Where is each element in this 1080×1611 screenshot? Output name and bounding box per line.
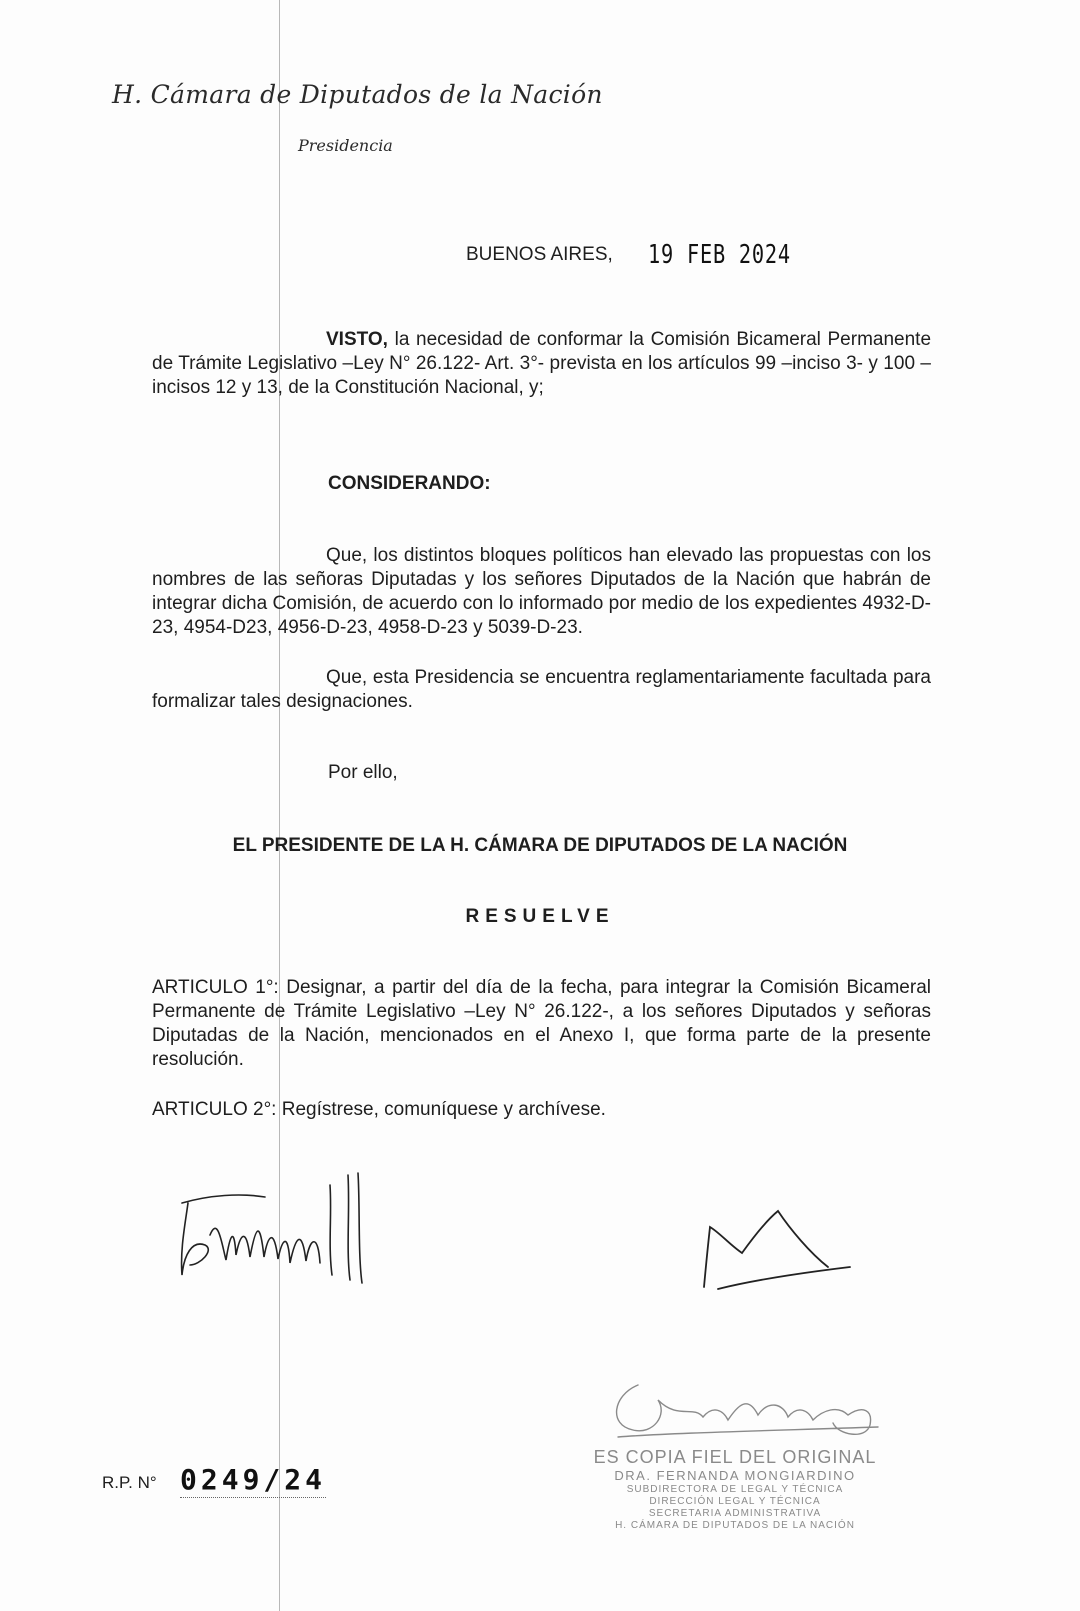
stamp-line-1: ES COPIA FIEL DEL ORIGINAL (593, 1447, 877, 1467)
authority-heading: EL PRESIDENTE DE LA H. CÁMARA DE DIPUTADOS DE LA NACIÓN (232, 835, 848, 856)
stamp-line-6: H. CÁMARA DE DIPUTADOS DE LA NACIÓN (615, 1520, 855, 1531)
visto-label: VISTO, (326, 329, 388, 350)
date-place: BUENOS AIRES, (466, 244, 613, 265)
considerando-heading: CONSIDERANDO: (328, 473, 491, 494)
registry-number: 0249/24 (180, 1463, 327, 1496)
resuelve-heading: RESUELVE (465, 906, 615, 927)
stamp-line-5: SECRETARIA ADMINISTRATIVA (648, 1508, 822, 1519)
date-stamp: 19 FEB 2024 (648, 240, 791, 270)
por-ello: Por ello, (328, 762, 398, 783)
certification-signature (608, 1375, 888, 1455)
visto-paragraph (152, 328, 931, 400)
considerando-paragraph-1 (152, 544, 931, 640)
scan-fold-line (279, 0, 280, 1611)
certification-stamp (585, 1447, 885, 1532)
considerando-paragraph-2 (152, 666, 931, 714)
considerando-text-1: Que, los distintos bloques políticos han elevado las propuestas con los nombres de las señoras Diputadas y los señores Diputados de la Nación que habrán de integrar dicha Comisión, de acuerdo con lo informado por medio de los expedientes 4932-D-23, 4954-D23, 4956-D-23, 4958-D-23 y 5039-D-23. (152, 545, 931, 638)
letterhead-institution: H. Cámara de Diputados de la Nación (112, 80, 603, 109)
stamp-line-3: SUBDIRECTORA DE LEGAL Y TÉCNICA (626, 1484, 844, 1495)
registry-label: R.P. N° (102, 1473, 157, 1492)
letterhead-office: Presidencia (298, 136, 393, 155)
stamp-line-4: DIRECCIÓN LEGAL Y TÉCNICA (649, 1496, 821, 1507)
article-1: ARTICULO 1°: Designar, a partir del día de la fecha, para integrar la Comisión Bicameral Permanente de Trámite Legislativo –Ley N° 26.122-, a los señores Diputados y señoras Diputadas de la Nación, mencionados en el Anexo I, que forma parte de la presente resolución. (152, 977, 931, 1070)
stamp-line-2: DRA. FERNANDA MONGIARDINO (614, 1468, 856, 1483)
secretary-signature (700, 1205, 860, 1295)
visto-text: la necesidad de conformar la Comisión Bicameral Permanente de Trámite Legislativo –Ley N° 26.122- Art. 3°- prevista en los artículos 99 –inciso 3- y 100 –incisos 12 y 13, de la Constitución Nacional, y; (152, 329, 932, 398)
considerando-text-2: Que, esta Presidencia se encuentra reglamentariamente facultada para formalizar tales designaciones. (152, 667, 931, 712)
president-signature (170, 1165, 390, 1305)
article-2: ARTICULO 2°: Regístrese, comuníquese y archívese. (152, 1099, 606, 1120)
